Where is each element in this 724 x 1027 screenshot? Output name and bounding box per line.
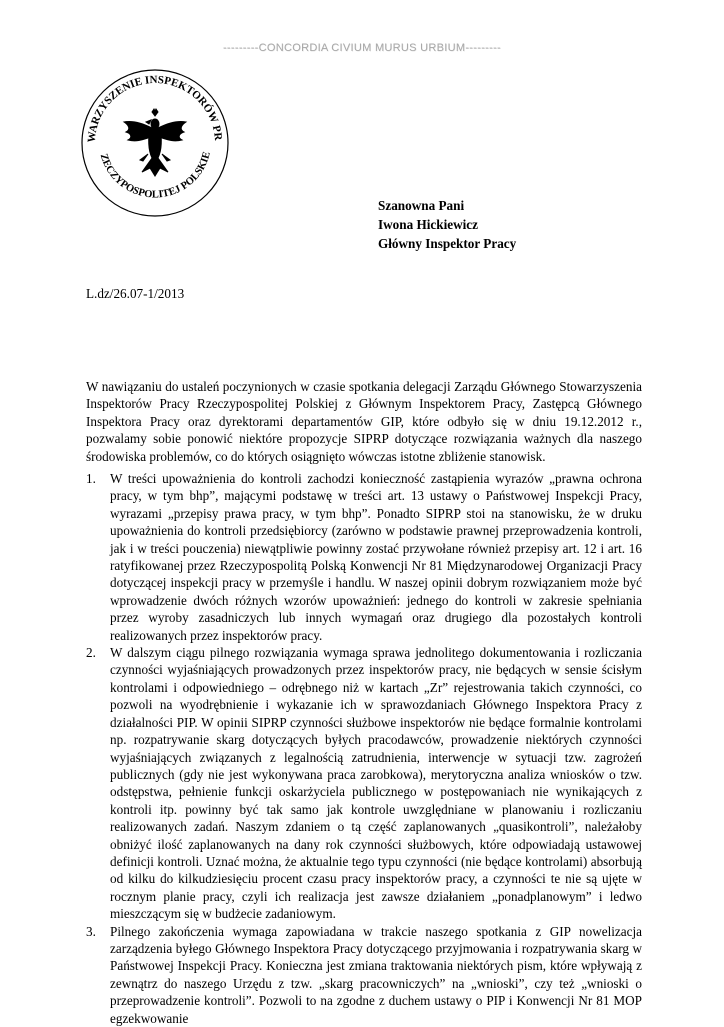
salutation: Szanowna Pani <box>378 198 465 213</box>
list-item <box>86 644 642 923</box>
reference-number: L.dz/26.07-1/2013 <box>86 286 185 301</box>
motto-header: ---------CONCORDIA CIVIUM MURUS URBIUM--------- <box>222 42 502 54</box>
list-item <box>86 923 642 1027</box>
list-item-number: 3. <box>86 923 96 939</box>
list-item-text: W dalszym ciągu pilnego rozwiązania wymaga sprawa jednolitego dokumentowania i rozliczania czynności wyjaśniających prowadzonych przez inspektorów pracy, nie będących w sensie ścisłym kontrolami i odpowiedniego – odrębnego niż w kartach „Zr” rejestrowania takich czynności, co pozwoli na wyodrębnienie i wykazanie ich w sprawozdaniach Głównego Inspektora Pracy z działalności PIP. W opinii SIPRP czynności służbowe inspektorów nie będące formalnie kontrolami np. rozpatrywanie skarg dotyczących byłych pracodawców, prowadzenie niektórych czynności wyjaśniających związanych z legalnością zatrudnienia, interwencje w sytuacji tzw. zagrożeń publicznych (gdy nie jest wykonywana praca zarobkowa), merytoryczna analiza wniosków o tzw. odstępstwa, pełnienie funkcji oskarżyciela publicznego w postępowaniach nie wynikających z kontroli itp. powinny być tak samo jak kontrole uwzględniane w planowaniu i rozliczaniu realizowanych zadań. Naszym zdaniem o tą część zaplanowanych „quasikontroli”, należałoby obniżyć ilość zaplanowanych na dany rok czynności służbowych, które odpowiadają ustawowej definicji kontroli. Uznać można, że aktualnie tego typu czynności (nie będące kontrolami) absorbują od kilku do kilkudziesięciu procent czasu pracy inspektorów pracy, a czynności te nie są ujęte w rocznym planie pracy, czyli ich realizacja jest zawsze działaniem „ponadplanowym” i ledwo mieszczącym się w budżecie zadaniowym. <box>110 645 642 922</box>
list-item <box>86 470 642 644</box>
list-item-text: Pilnego zakończenia wymaga zapowiadana w trakcie naszego spotkania z GIP nowelizacja zarządzenia byłego Głównego Inspektora Pracy dotyczącego przyjmowania i rozpatrywania skarg w Państwowej Inspekcji Pracy. Konieczna jest zmiana traktowania niektórych pism, które wpływają z zewnątrz do naszego Urzędu z tzw. „skarg pracowniczych” na „wnioski”, czy też „wnioski o przeprowadzenie kontroli”. Pozwoli to na zgodne z duchem ustawy o PIP i Konwencji Nr 81 MOP egzekwowanie <box>110 923 642 1026</box>
recipient-title: Główny Inspektor Pracy <box>378 236 517 251</box>
svg-text:STOWARZYSZENIE INSPEKTORÓW PRA: WARZYSZENIE INSPEKTORÓW PR <box>85 73 225 144</box>
list-item-number: 2. <box>86 645 96 661</box>
eagle-emblem-icon <box>124 109 186 176</box>
association-seal <box>80 68 230 218</box>
addressee-block <box>378 196 516 253</box>
intro-paragraph: W nawiązaniu do ustaleń poczynionych w czasie spotkania delegacji Zarządu Głównego Stowarzyszenia Inspektorów Pracy Rzeczypospolitej Polskiej z Głównym Inspektorem Pracy, Zastępcą Głównego Inspektora Pracy oraz dyrektorami departamentów GIP, które odbyło się w dniu 19.12.2012 r., pozwalamy sobie ponowić niektóre propozycje SIPRP dotyczące rozwiązania ważnych dla naszego środowiska problemów, co do których osiągnięto wówczas istotne zbliżenie stanowisk. <box>86 379 642 464</box>
recipient-name: Iwona Hickiewicz <box>378 217 478 232</box>
numbered-points-list <box>86 470 642 1027</box>
svg-text:RZECZYPOSPOLITEJ POLSKIEJ: ZECZYPOSPOLITEJ POLSKIE <box>97 150 213 201</box>
list-item-text: W treści upoważnienia do kontroli zachodzi konieczność zastąpienia wyrazów „prawna ochrona pracy, w tym bhp”, mającymi podstawę w treści art. 13 ustawy o Państwowej Inspekcji Pracy, wyrazami „przepisy prawa pracy, w tym bhp”. Ponadto SIPRP stoi na stanowisku, że w druku upoważnienia do kontroli przedsiębiorcy (zarówno w podstawie prawnej przeprowadzenia kontroli, jak i w treści pouczenia) niewątpliwie powinny zostać przywołane również przepisy art. 12 i art. 16 ratyfikowanej przez Rzeczypospolitą Polską Konwencji Nr 81 Międzynarodowej Organizacji Pracy dotyczącej inspekcji pracy w przemyśle i handlu. W naszej opinii dobrym rozwiązaniem może być wprowadzenie dwóch różnych wzorów upoważnień: jednego do kontroli w zakresie spełniania przez wyroby zasadniczych lub innych wymagań oraz drugiego dla pozostałych kontroli realizowanych przez inspektorów pracy. <box>110 471 642 643</box>
list-item-number: 1. <box>86 471 96 486</box>
